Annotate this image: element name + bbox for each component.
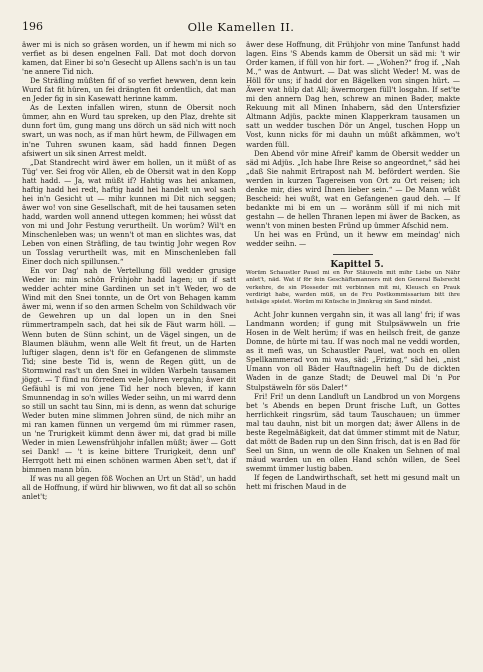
paragraph: Den Abend vör mine Afreif' kamm de Obersit wedder un säd mi Adjüs. „Ich habe Ihre Reise so angeordnet,“ säd hei „daß Sie nahmit Ertrapost nah M. befördert werden. Sie werden in kurzen Tagereisen von Ort zu Ort reisen; ich denke mir, dies wird Ihnen lieber sein.“ — De Mann wüßt Bescheid: hei wußt, wat en Gefangenen gaud deh. — If bedankte mi bi em un — woränm süll if mi nich mit gestahn — de hellen Thranen lepen mi äwer de Backen, as wenn't von minen besten Fründ up ümmer Afschid nem. xyxy=(246,148,460,230)
paragraph: „Dat Standrecht wird äwer em hollen, un it müßt of as Tüg' ver. Sei frog vör Allen, eb de Obersit wat in den Kopp hatt hadd. — Ja, wat müßt if? Hahtig was hei ankamen, haftig hadd hei redt, haftig hadd hei handelt un wol sach hei in'n Gesicht ut — mihr kunnen mi Dit nich seggen; äwer wo! von sine Gesellschaft, mit de hei tausamen seten hadd, warden woll annend uttegen kommen; hei wüsst dat von mi und Johr Festung verurtheilt. Un worüm? Wil't en Minschenleben was; un wenn't ot man en slichtes was, dat Leben von einen Sträfling, de tau twintig Johr wegen Rov un Tosslag verurtheilt was, mit en Minschenleben fall Einer doch nich spillunsen.“ xyxy=(22,157,236,267)
paragraph: äwer dese Hoffnung, dit Frühjohr von mine Tanfunst hadd lagen. Eins 'S Abends kamm de Obersit un säd mi: 't wir Order kamen, if füll von hir fort. — „Wohen?“ frog if. „Nah M.,“ was de Antwurt. — Dat was slicht Weder! M. was de Höll för uns; if hadd dor en Bägelken von singen hürt. — Äwer wat hülp dat All; äwermorgen füll't losgahn. If set'te mi den annern Dag hen, schrew an minen Bader, makte Rekuung mit all Minen Inhabern, säd den Untersfizier Altmann Adjüs, packte minen Klapperkram tausamen un satt un wedder tuschen Dör un Angel, tuschen Hopp un Vost, kunn nicks för mi dauhn un müßt afkämmen, wo't warden füll. xyxy=(246,40,460,149)
chapter-summary: Worüm Schaustler Pauel mi en Por Stäuweln mit mihr Liebe un Nähr anlet't, näd. Wat if för fein Geschäftsmanners mit den General Balsrecht verkehre, de sin Plosseder mit verbinnen mit mi, Kleusch en Prauk verdirigt habe, warden müß, un de Fru Postkommissarium bitt ihre heilsäge spielet. Worüm mi Knüsche in Jinnkrug sin Sand mindet. xyxy=(246,270,460,305)
paragraph: If was nu all gegen föß Wochen an Urt un Städ', un hadd all de Hoffnung, if würd hir bliwwen, wo fit dat all so schön anlet't; xyxy=(22,474,236,502)
running-title: Olle Kamellen II. xyxy=(187,20,295,34)
left-column xyxy=(22,40,236,501)
paragraph: Fri! Fri! un denn Landluft un Landbrod un von Morgens bet 's Abends en bepen Drunt frische Luft, un Gottes herrlichkeit ringsrüm, säd taum Tauschauen; un ümmer mal tau dauhn, nist bit un morgen dat; äwer Allens in de beste Regelmäßigkeit, dat dat ümmer stimmt mit de Natur, dat mött de Baden rup un den Sinn frisch, dat is en Bad för Seel un Sinn, un wenn de olle Knaken un Sehnen of mal mäud warden un en ollen Hand schön willen, de Seel swemmt ümmer lustig baben. xyxy=(246,391,460,473)
paragraph: Acht Johr kunnen vergahn sin, it was all lang' fri; if was Landmann worden; if gung mit Stulpsäwweln un frie Hosen in de Welt herüm; if was en heilsch freit, de ganze Domne, de hürte mi tau. If was noch mal ne veddi worden, as it mefi was, un Schaustler Pauel, wat noch en ollen Spellkammerad von mi was, säd: „Frizing,“ säd hei, „nist Umann von oll Bäder Hauftnagelin heft Du de dickten Waden in de ganze Stadt; de Deuwel mal Di 'n Por Stulpstäweln för sös Daler!“ xyxy=(246,310,460,392)
page-header xyxy=(22,20,460,36)
paragraph: De Sträfling müßten fif of so verfiet hewwen, denn kein Wurd fat fit hüren, un fei drängten fit ordentlich, dat man en Jeder fig in sin Kasewatt herinne kamm. xyxy=(22,76,236,104)
paragraph: En vor Dag' nah de Vertellung föll wedder grusige Weder in: min schön Frühjohr hadd lagen; un if satt wedder achter mine Gardinen un set in't Weder, wo de Wind mit den Snei tonnte, un de Ort von Behagen kamm äwer mi, wenn if so den armen Schelm von Schildwach vör de Gewehren up un dal lopen un in den Snei rümmertrampeln sach, dat hei sik de Fäut warm höll. — Wenn buten de Sünn schint, un de Vägel singen, un de Blaumen bläuhm, wenn alle Welt fit freut, un de Harten luftiger slagen, denn is't för en Gefangenen de slimmste Tid; sine beste Tid is, wenn de Regen gütt, un de Stormwind ras't un den Snei in wilden Warbeln tausamen jöggt. — T fünd nu förredem vele Johren vergahn; äwer dit Gefäuhl is mi von jene Tid her noch bleven, if kann Smunnendag in so'n willes Weder seihn, un mi warrd denn so still un sacht tau Sinn, mi is denn, as wenn dat schurige Weder buten mine slimmen Johren sünd, de nich mihr an mi ran kamen fünnen un vergemd üm mi rümmer rasen, un 'ne Trurigkeit kümmt denn äwer mi, dat grad bi mille Weder in mien Lewensfrühjohr infallen müßt; äwer — Gott sei Dank! — 't is keine bittere Trurigkeit, denn unf' Herrgott hett mi einen schönen warmen Aben set't, dat if bimmen mann bün. xyxy=(22,266,236,475)
chapter-heading: Kapittel 5. xyxy=(330,260,384,271)
paragraph: As de Lexten infallen wiren, stunn de Obersit noch ümmer, ahn en Wurd tau spreken, up den Plaz, drehte sit dunn fort üm, gung mang uns dörch un säd nich witt noch swart, un was noch, as if man hürt hewm, de Fillwagen em in'ne Tuhren swunen kaam, säd hadd finnen Degen afsiwert un sik sinen Arrest meldt. xyxy=(22,103,236,158)
right-column xyxy=(246,40,460,491)
page-number: 196 xyxy=(22,20,43,33)
paragraph: If fegen de Landwirthschaft, set hett mi gesund malt un hett mi frischen Maud in de xyxy=(246,472,460,492)
paragraph: Un hei was en Fründ, un it heww em meindag' nich wedder seihn. — xyxy=(246,229,460,249)
section-divider xyxy=(333,254,373,255)
paragraph: äwer mi is nich so gräsen worden, un if hewm mi nich so verfiet as bi desen engelnen Fall. Dat mot doch dorvon kamen, dat Einer bi so'n Gesecht up Allens sach'n is un tau 'ne annere Tid nich. xyxy=(22,40,236,77)
